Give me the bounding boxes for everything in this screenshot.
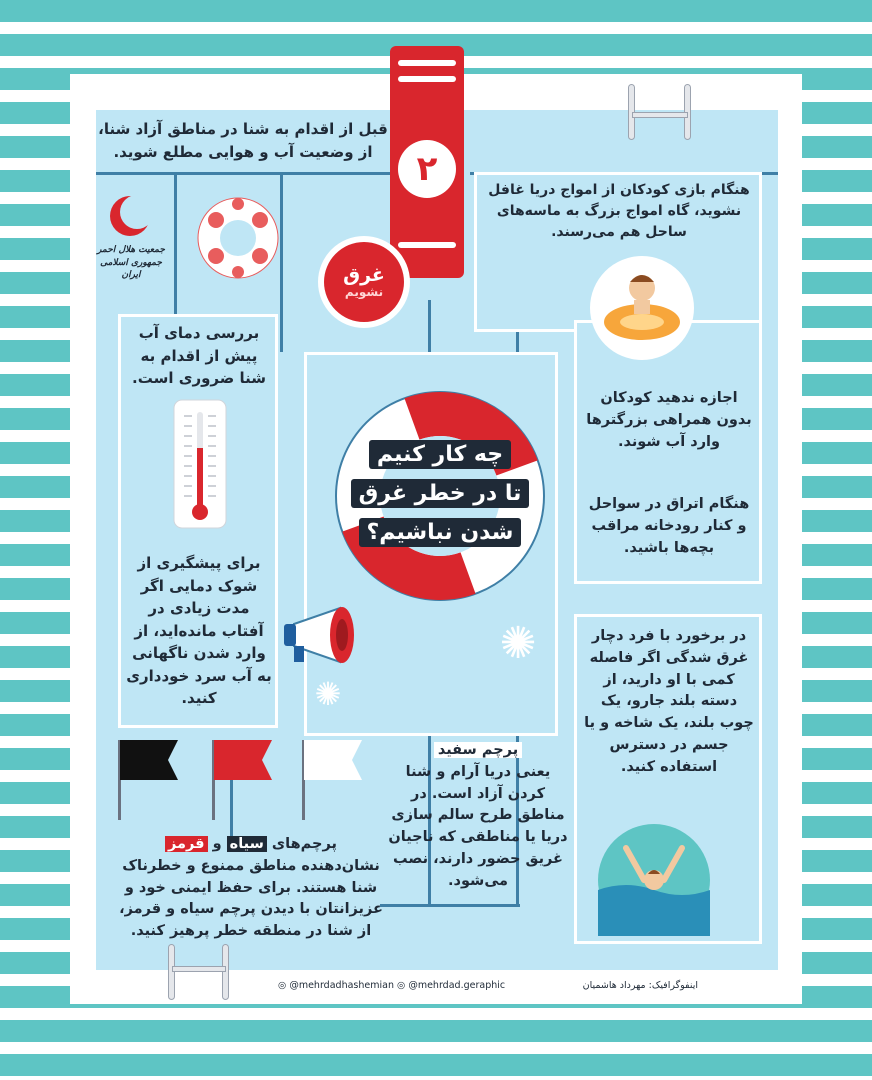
ladder-rail [222,944,229,1000]
logo-text [96,244,166,282]
ladder-step [172,966,226,972]
badge-subtitle: نشویم [344,284,384,299]
footer-handle-2: @mehrdadhashemian [289,980,394,991]
tip-weather: قبل از اقدام به شنا در مناطق آزاد شنا، از وضعیت آب و هوایی مطلع شوید. [98,120,388,161]
footer-credit: اینفوگرافیک: مهرداد هاشمیان [582,980,698,991]
drowning-person-icon [598,824,710,936]
splash-icon: ✺ [499,618,537,669]
instagram-icon: ◎ [278,980,287,991]
title-line-3: شدن نباشیم؟ [359,518,522,547]
logo-line-1: جمعیت هلال احمر [97,245,165,255]
splash-icon: ✺ [314,675,342,713]
red-crescent-logo [104,190,156,242]
child-with-float-icon [590,256,694,360]
tip-red-black-flags [112,834,390,943]
white-flag-description: یعنی دریا آرام و شنا کردن آزاد است. در مناطق طرح سالم سازی دریا یا مناطقی که ناجیان غریق حضور دارند، نصب می‌شود. [388,763,568,889]
flags-black-word: سیاه [227,836,267,852]
white-flag-title: پرچم سفید [434,742,522,758]
flags-red-word: قرمز [165,836,208,852]
tip-water-temperature: بررسی دمای آب پیش از اقدام به شنا ضروری است. [132,324,266,387]
ladder-step [632,112,688,118]
lane-line [174,172,177,332]
crescent-icon [104,190,156,242]
board-stripe [398,60,456,66]
megaphone-icon [280,600,372,670]
red-flag-icon [206,736,278,824]
tip-thermal-shock: برای پیشگیری از شوک دمایی اگر مدت زیادی در آفتاب مانده‌اید، از وارد شدن ناگهانی به آب سرد خودداری کنید. [126,554,272,707]
tip-rescue: در برخورد با فرد دچار غرق شدگی اگر فاصله کمی با او دارید، از دسته بلند جارو، یک چوب بلند، یک شاخه و یا جسم در دسترس استفاده کنید. [584,628,754,775]
title-line-1: چه کار کنیم [369,440,511,469]
footer-handle-1: @mehrdad.geraphic [408,980,506,991]
section-number: ۲ [398,140,456,198]
title-line-2: تا در خطر غرق [351,479,530,508]
ladder-rail [168,944,175,1000]
badge-title: غرق [343,263,385,286]
white-flag-icon [296,736,368,824]
black-flag-icon [112,736,184,824]
flags-prefix: پرچم‌های [266,836,337,852]
flags-and: و [207,836,227,852]
thermometer-icon [172,398,228,530]
life-ring-icon [190,190,286,286]
logo-line-2: جمهوری اسلامی ایران [100,257,162,281]
instagram-icon: ◎ [397,980,406,991]
lane-line [96,172,396,175]
lane-line [380,904,520,907]
board-stripe [398,76,456,82]
footer-handles [278,980,526,996]
drowning-badge [318,236,410,328]
tip-waves: هنگام بازی کودکان از امواج دریا غافل نشوید، گاه امواج بزرگ به ماسه‌های ساحل هم می‌رسند. [488,182,750,240]
flags-description: نشان‌دهنده مناطق ممنوع و خطرناک شنا هستند. برای حفظ ایمنی خود و عزیزانتان با دیدن پرچم سیاه و قرمز، از شنا در منطقه خطر پرهیز کنید. [119,857,383,939]
board-stripe [398,242,456,248]
tip-children-supervision: اجازه ندهید کودکان بدون همراهی بزرگترها وارد آب شوند. [586,390,752,450]
tip-children-camping: هنگام اتراق در سواحل و کنار رودخانه مراقب بچه‌ها باشید. [588,496,750,556]
tip-white-flag [388,740,568,892]
main-title [340,438,540,549]
